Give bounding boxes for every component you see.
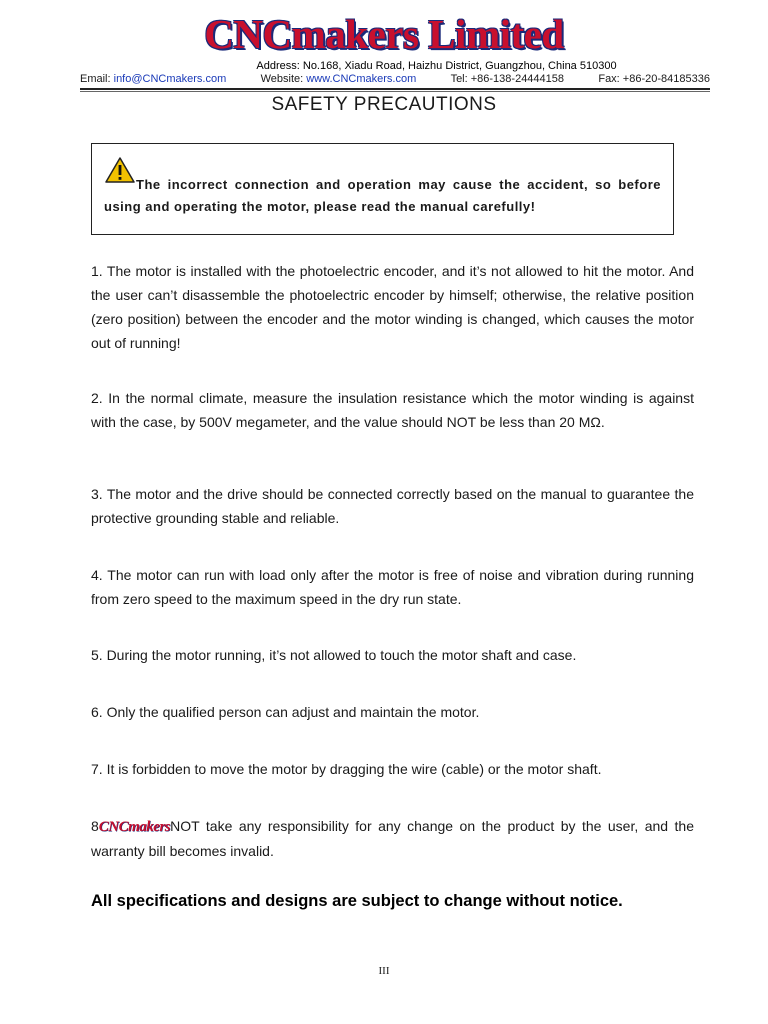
- change-notice: All specifications and designs are subject to change without notice.: [91, 892, 623, 910]
- item-8-number: 8: [91, 818, 99, 834]
- item-8-text: NOT take any responsibility for any change on the product by the user, and the warranty bill becomes invalid.: [91, 818, 694, 859]
- email-label: Email:: [80, 73, 114, 85]
- precaution-item-7: 7. It is forbidden to move the motor by dragging the wire (cable) or the motor shaft.: [91, 761, 602, 777]
- precaution-item-6: 6. Only the qualified person can adjust and maintain the motor.: [91, 704, 480, 720]
- website-block: [261, 73, 417, 85]
- email-block: [80, 73, 226, 85]
- page-title: SAFETY PRECAUTIONS: [271, 94, 497, 115]
- tel-number: Tel: +86-138-24444158: [450, 73, 565, 85]
- precaution-item-3: 3. The motor and the drive should be connected correctly based on the manual to guarantee the protective grounding stable and reliable.: [91, 486, 694, 526]
- company-logo: CNCmakers Limited: [204, 11, 564, 57]
- brand-inline-logo: CNCmakers: [98, 819, 171, 835]
- warning-text: The incorrect connection and operation may cause the accident, so before using and operating the motor, please read the manual carefully!: [104, 177, 661, 214]
- precaution-item-5: 5. During the motor running, it’s not allowed to touch the motor shaft and case.: [91, 647, 577, 663]
- precaution-item-4: 4. The motor can run with load only after the motor is free of noise and vibration during running from zero speed to the maximum speed in the dry run state.: [91, 567, 694, 607]
- company-address: Address: No.168, Xiadu Road, Haizhu District, Guangzhou, China 510300: [256, 60, 617, 72]
- warning-box: [91, 143, 674, 235]
- precaution-item-8: [91, 814, 694, 863]
- website-link[interactable]: www.CNCmakers.com: [306, 73, 417, 85]
- contact-line: [80, 73, 710, 85]
- fax-number: Fax: +86-20-84185336: [598, 73, 710, 85]
- precaution-item-2: 2. In the normal climate, measure the insulation resistance which the motor winding is against with the case, by 500V megameter, and the value should NOT be less than 20 MΩ.: [91, 390, 694, 430]
- website-label: Website:: [260, 73, 307, 85]
- email-link[interactable]: info@CNCmakers.com: [113, 73, 227, 85]
- precaution-item-1: 1. The motor is installed with the photoelectric encoder, and it’s not allowed to hit the motor. And the user can’t disassemble the photoelectric encoder by himself; otherwise, the relative position (zero position) between the encoder and the motor winding is changed, which causes the motor out of running!: [91, 263, 694, 351]
- header-divider: [80, 88, 710, 92]
- page-number: III: [378, 965, 390, 977]
